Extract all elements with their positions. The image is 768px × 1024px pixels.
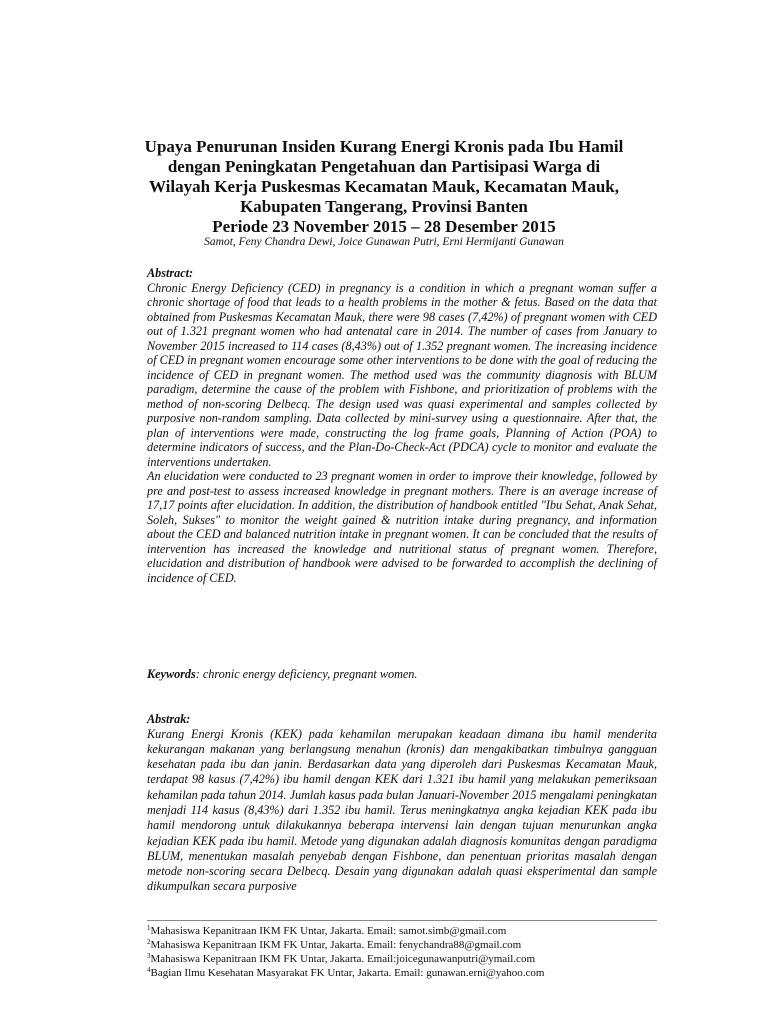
abstract-heading: Abstract: — [147, 266, 194, 280]
footnotes — [147, 924, 667, 980]
title-line: Kabupaten Tangerang, Provinsi Banten — [240, 197, 528, 216]
footnote-mark: 3 — [147, 952, 151, 960]
title-period-line: Periode 23 November 2015 – 28 Desember 2015 — [212, 217, 556, 236]
footnote-text: Bagian Ilmu Kesehatan Masyarakat FK Untar, Jakarta. Email: gunawan.erni@yahoo.com — [150, 967, 545, 979]
author-list: Samot, Feny Chandra Dewi, Joice Gunawan Putri, Erni Hermijanti Gunawan — [204, 236, 564, 248]
title-line: dengan Peningkatan Pengetahuan dan Partisipasi Warga di — [167, 157, 601, 176]
footnote-mark: 1 — [147, 924, 151, 932]
footnote-text: Mahasiswa Kepanitraan IKM FK Untar, Jakarta. Email: fenychandra88@gmail.com — [150, 939, 522, 951]
abstract-paragraph: An elucidation were conducted to 23 pregnant women in order to improve their knowledge, followed by pre and post-test to assess increased knowledge in pregnant mothers. There is an average increase of 17,17 points after elucidation. In addition, the distribution of handbook entitled "Ibu Sehat, Anak Sehat, Soleh, Sukses" to monitor the weight gained & nutrition intake during pregnancy, and information about the CED and balanced nutrition intake in pregnant women. It can be concluded that the results of intervention has increased the knowledge and nutritional status of pregnant women. Therefore, elucidation and distribution of handbook were advised to be forwarded to accomplish the declining of incidence of CED. — [147, 469, 657, 585]
title-line: Upaya Penurunan Insiden Kurang Energi Kronis pada Ibu Hamil — [144, 137, 624, 156]
footnote — [147, 952, 667, 966]
footnote-mark: 4 — [147, 966, 151, 974]
footnote-mark: 2 — [147, 938, 151, 946]
footnote — [147, 924, 667, 938]
footnote — [147, 938, 667, 952]
keywords-label: Keywords — [147, 667, 196, 681]
footnote — [147, 966, 667, 980]
footnote-text: Mahasiswa Kepanitraan IKM FK Untar, Jakarta. Email:joicegunawanputri@ymail.com — [150, 953, 535, 965]
footnote-divider — [147, 920, 657, 921]
english-abstract — [147, 266, 657, 585]
abstrak-heading: Abstrak: — [147, 712, 191, 726]
footnote-text: Mahasiswa Kepanitraan IKM FK Untar, Jakarta. Email: samot.simb@gmail.com — [150, 925, 507, 937]
abstract-paragraph: Chronic Energy Deficiency (CED) in pregnancy is a condition in which a pregnant woman suffer a chronic shortage of food that leads to a health problems in the mother & fetus. Based on the data that obtained from Puskesmas Kecamatan Mauk, there were 98 cases (7,42%) of pregnant women with CED out of 1.321 pregnant women who had antenatal care in 2014. The number of cases from January to November 2015 increased to 114 cases (8,43%) out of 1.352 pregnant women. The increasing incidence of CED in pregnant women encourage some other interventions to be done with the goal of reducing the incidence of CED in pregnant women. The method used was the community diagnosis with BLUM paradigm, determine the cause of the problem with Fishbone, and prioritization of problems with the method of non-scoring Delbecq. The design used was quasi experimental and samples collected by purposive non-random sampling. Data collected by mini-survey using a questionnaire. After that, the plan of interventions were made, constructing the log frame goals, Planning of Action (POA) to determine indicators of success, and the Plan-Do-Check-Act (PDCA) cycle to monitor and evaluate the interventions undertaken. — [147, 280, 657, 469]
title-line: Wilayah Kerja Puskesmas Kecamatan Mauk, Kecamatan Mauk, — [148, 177, 619, 196]
abstrak-paragraph: Kurang Energi Kronis (KEK) pada kehamilan merupakan keadaan dimana ibu hamil menderita kekurangan makanan yang berlangsung menahun (kronis) dan mengakibatkan timbulnya gangguan kesehatan pada ibu dan janin. Berdasarkan data yang diperoleh dari Puskesmas Kecamatan Mauk, terdapat 98 kasus (7,42%) ibu hamil dengan KEK dari 1.321 ibu hamil yang melakukan pemeriksaan kehamilan pada tahun 2014. Jumlah kasus pada bulan Januari-November 2015 mengalami peningkatan menjadi 114 kasus (8,43%) dari 1.352 ibu hamil. Terus meningkatnya angka kejadian KEK pada ibu hamil mendorong untuk dilakukannya beberapa intervensi lain dengan tujuan menurunkan angka kejadian KEK pada ibu hamil. Metode yang digunakan adalah diagnosis komunitas dengan paradigma BLUM, menentukan masalah penyebab dengan Fishbone, dan penentuan prioritas masalah dengan metode non-scoring secara Delbecq. Desain yang digunakan adalah quasi eksperimental dan sample dikumpulkan secara purposive — [147, 726, 657, 894]
indonesian-abstract — [147, 712, 657, 895]
keywords — [147, 667, 657, 682]
paper-title — [100, 137, 668, 237]
keywords-text: : chronic energy deficiency, pregnant women. — [195, 667, 418, 681]
